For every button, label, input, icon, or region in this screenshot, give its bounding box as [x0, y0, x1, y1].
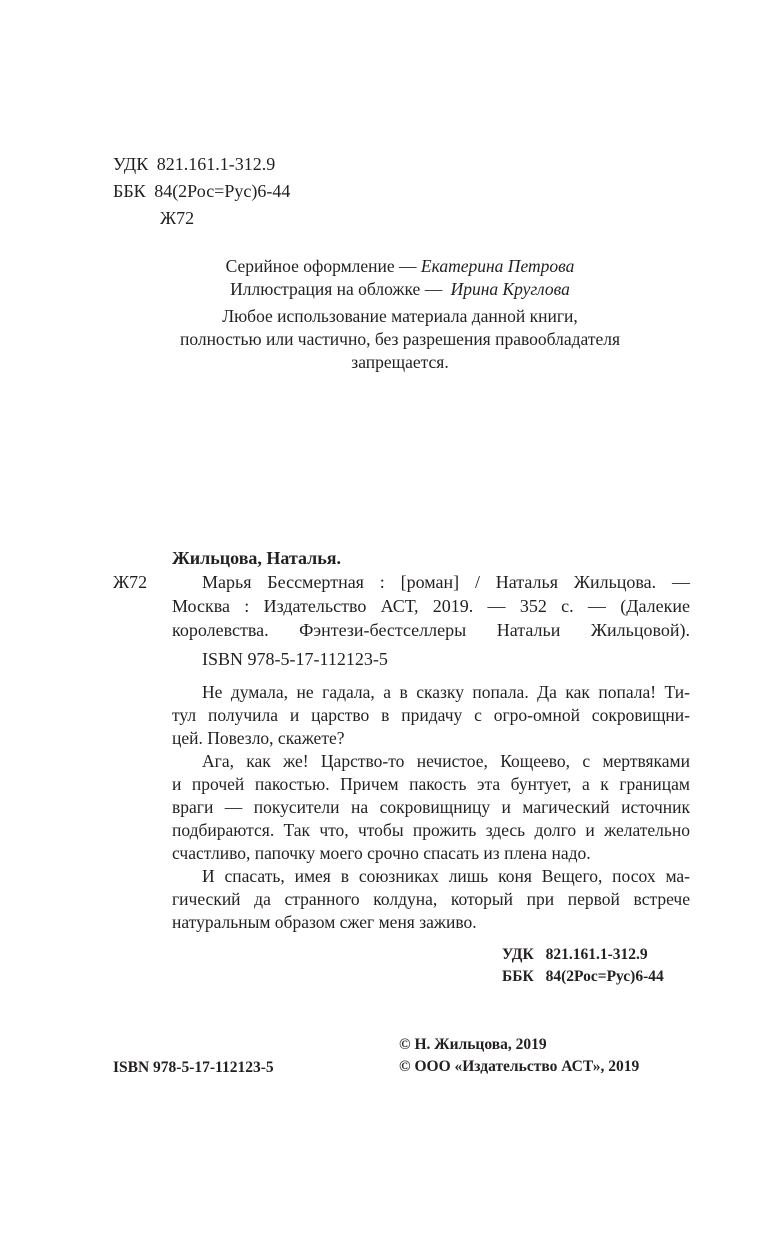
annotation-line: Ага, как же! Царство-то нечистое, Кощеево, с мертвяками [202, 751, 690, 771]
annotation-paragraph [172, 681, 690, 750]
annotation-line: подбираются. Так что, чтобы прожить здесь долго и желательно [172, 820, 690, 840]
annotation-line: гический да странного колдуна, который при первой встрече [172, 889, 690, 909]
footer-copyrights [399, 1034, 639, 1078]
udk-value: 821.161.1-312.9 [156, 154, 276, 174]
description-line: Марья Бессмертная : [роман] / Наталья Жильцова. — [202, 572, 690, 592]
series-design-name: Екатерина Петрова [420, 256, 575, 276]
copyright-line: © Н. Жильцова, 2019 [399, 1036, 547, 1053]
annotation [172, 681, 690, 934]
annotation-line: Не думала, не гадала, а в сказку попала. Да как попала! Ти- [202, 682, 690, 702]
bottom-udk-line [502, 944, 664, 966]
bottom-bbk-label: ББК [502, 968, 534, 985]
udk-line [113, 152, 290, 176]
top-classification-codes [113, 152, 290, 230]
bottom-classification-codes [502, 944, 664, 988]
annotation-line: И спасать, имея в союзниках лишь коня Вещего, посох ма- [202, 866, 690, 886]
series-design-credit [0, 255, 768, 278]
bbk-value: 84(2Рос=Рус)6-44 [154, 181, 291, 201]
annotation-line: тул получила и царство в придачу с огро-омной сокровищни- [172, 705, 690, 725]
annotation-line: цей. Повезло, скажете? [172, 728, 345, 748]
annotation-line: натуральным образом сжег меня заживо. [172, 912, 477, 932]
bbk-line [113, 179, 290, 203]
annotation-paragraph [172, 750, 690, 865]
credits [0, 255, 768, 301]
cover-illustration-label: Иллюстрация на обложке — [230, 279, 443, 299]
bbk-label: ББК [113, 181, 146, 201]
copyright-line: © ООО «Издательство АСТ», 2019 [399, 1058, 640, 1075]
catalog-description [172, 570, 690, 642]
notice-line: Любое использование материала данной книги, [222, 306, 578, 326]
notice-line: запрещается. [351, 352, 449, 372]
notice-line: полностью или частично, без разрешения правообладателя [179, 329, 621, 349]
annotation-line: и прочей пакостью. Причем пакость эта бунтует, а к границам [172, 774, 690, 794]
footer-isbn: ISBN 978-5-17-112123-5 [113, 1059, 274, 1076]
bottom-udk-label: УДК [502, 946, 534, 963]
series-design-label: Серийное оформление — [225, 256, 417, 276]
cover-illustration-credit [0, 278, 768, 301]
catalog-isbn: ISBN 978-5-17-112123-5 [202, 649, 388, 669]
annotation-paragraph [172, 865, 690, 934]
bottom-bbk-value: 84(2Рос=Рус)6-44 [545, 968, 664, 985]
annotation-line: враги — покусители на сокровищницу и магический источник [172, 797, 690, 817]
catalog-author-mark: Ж72 [113, 572, 148, 592]
bottom-udk-value: 821.161.1-312.9 [545, 946, 648, 963]
copyright-notice [0, 305, 768, 374]
description-line: Москва : Издательство АСТ, 2019. — 352 с. — (Далекие [172, 596, 690, 616]
description-line: королевства. Фэнтези-бестселлеры Натальи Жильцовой). [172, 620, 690, 640]
udk-label: УДК [113, 154, 149, 174]
annotation-line: счастливо, папочку моего срочно спасать из плена надо. [172, 843, 591, 863]
cover-illustration-name: Ирина Круглова [450, 279, 570, 299]
bottom-bbk-line [502, 966, 664, 988]
author-mark: Ж72 [160, 208, 195, 228]
catalog-author-heading: Жильцова, Наталья. [172, 548, 342, 568]
